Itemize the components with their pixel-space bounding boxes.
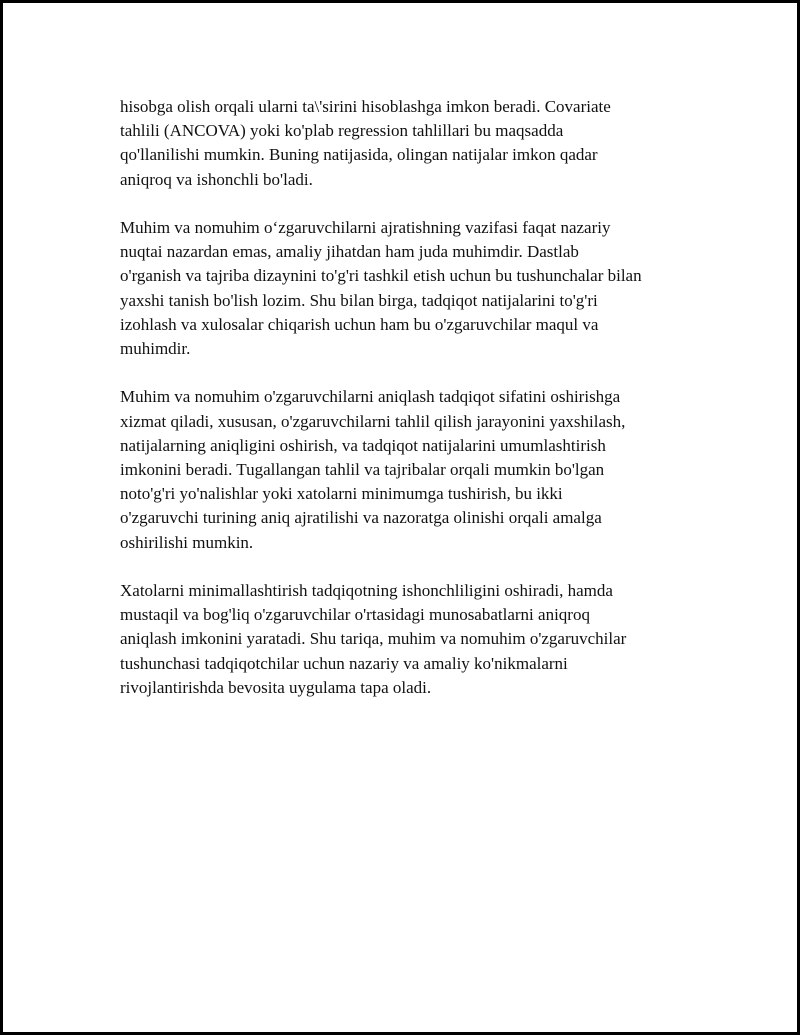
text-line: hisobga olish orqali ularni ta\'sirini hisoblashga imkon beradi. Covariate <box>120 97 611 116</box>
text-line: o'rganish va tajriba dizaynini to'g'ri tashkil etish uchun bu tushunchalar bilan <box>120 266 642 286</box>
text-line: izohlash va xulosalar chiqarish uchun ham bu o'zgaruvchilar maqul va <box>120 314 599 334</box>
text-line: noto'g'ri yo'nalishlar yoki xatolarni minimumga tushirish, bu ikki <box>120 484 563 504</box>
text-line: yaxshi tanish bo'lish lozim. Shu bilan birga, tadqiqot natijalarini to'g'ri <box>120 290 598 310</box>
text-line: aniqlash imkonini yaratadi. Shu tariqa, muhim va nomuhim o'zgaruvchilar <box>120 629 627 649</box>
document-body <box>120 95 700 724</box>
text-line: Muhim va nomuhim o'zgaruvchilarni aniqlash tadqiqot sifatini oshirishga <box>120 387 621 407</box>
text-line: mustaqil va bog'liq o'zgaruvchilar o'rtasidagi munosabatlarni aniqroq <box>120 605 590 625</box>
text-line: o'zgaruvchi turining aniq ajratilishi va nazoratga olinishi orqali amalga <box>120 508 602 528</box>
text-line: nuqtai nazardan emas, amaliy jihatdan ham juda muhimdir. Dastlab <box>120 242 579 262</box>
paragraph-2 <box>120 216 700 361</box>
paragraph-4 <box>120 579 700 700</box>
paragraph-3 <box>120 385 700 554</box>
text-line: Muhim va nomuhim o‘zgaruvchilarni ajratishning vazifasi faqat nazariy <box>120 218 611 237</box>
text-line: tushunchasi tadqiqotchilar uchun nazariy va amaliy ko'nikmalarni <box>120 653 568 673</box>
paragraph-1 <box>120 95 700 192</box>
text-line: oshirilishi mumkin. <box>120 532 254 552</box>
text-line: rivojlantirishda bevosita uygulama tapa oladi. <box>120 677 432 697</box>
text-line: tahlili (ANCOVA) yoki ko'plab regression tahlillari bu maqsadda <box>120 121 564 141</box>
text-line: xizmat qiladi, xususan, o'zgaruvchilarni tahlil qilish jarayonini yaxshilash, <box>120 411 626 431</box>
text-line: qo'llanilishi mumkin. Buning natijasida, olingan natijalar imkon qadar <box>120 145 598 165</box>
text-line: muhimdir. <box>120 339 191 359</box>
text-line: imkonini beradi. Tugallangan tahlil va tajribalar orqali mumkin bo'lgan <box>120 460 605 480</box>
text-line: natijalarning aniqligini oshirish, va tadqiqot natijalarini umumlashtirish <box>120 435 606 455</box>
text-line: aniqroq va ishonchli bo'ladi. <box>120 169 313 189</box>
text-line: Xatolarni minimallashtirish tadqiqotning ishonchliligini oshiradi, hamda <box>120 581 613 601</box>
